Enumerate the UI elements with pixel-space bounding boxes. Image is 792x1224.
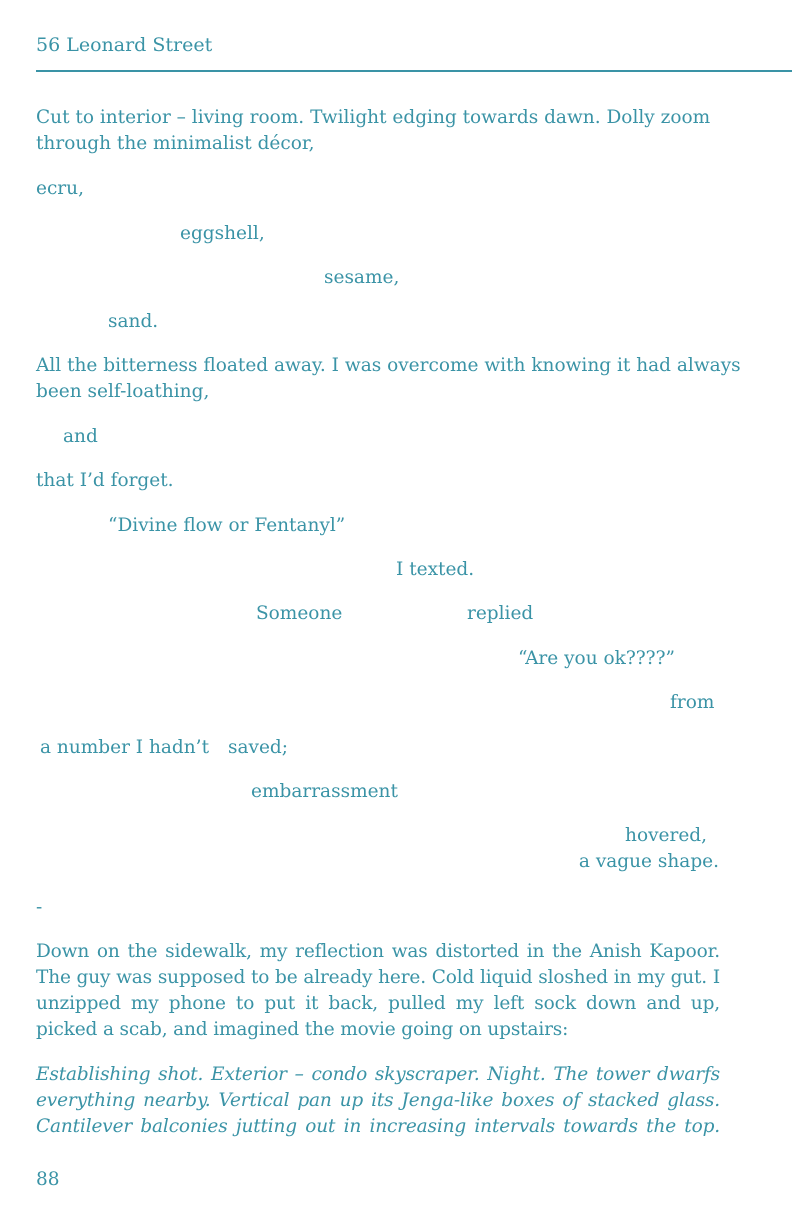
- poem-line-opening-1: Cut to interior – living room. Twilight edging towards dawn. Dolly zoom: [36, 107, 711, 128]
- poem-word-replied: replied: [467, 603, 534, 624]
- poem-word-embarrassment: embarrassment: [251, 781, 398, 802]
- running-head: 56 Leonard Street: [36, 34, 213, 56]
- poem-word-ecru: ecru,: [36, 178, 84, 199]
- poem-word-sesame: sesame,: [324, 267, 400, 288]
- poem-line-number: a number I hadn’t: [40, 737, 210, 758]
- poem-line-are-you-ok: “Are you ok????”: [518, 648, 675, 669]
- section-dash: -: [36, 897, 43, 918]
- prose-sidewalk-paragraph: Down on the sidewalk, my reflection was distorted in the Anish Kapoor. The guy was supposed to be already here. Cold liquid sloshed in my gut. I unzipped my phone to put it back, pulled my left sock down and up, picked a scab, and imagined the movie going on upstairs:: [36, 941, 720, 1040]
- poem-line-forget: that I’d forget.: [36, 470, 174, 491]
- poem-word-and: and: [63, 426, 98, 447]
- poem-word-eggshell: eggshell,: [180, 223, 265, 244]
- poem-word-someone: Someone: [256, 603, 343, 624]
- poem-word-saved: saved;: [228, 737, 288, 758]
- poem-word-hovered: hovered,: [625, 825, 707, 846]
- poem-word-sand: sand.: [108, 311, 159, 332]
- prose-establishing-paragraph: Establishing shot. Exterior – condo skyscraper. Night. The tower dwarfs everything nearby. Vertical pan up its Jenga-like boxes of stacked glass. Cantilever balconies jutting out in increasing intervals towards the top.: [36, 1064, 720, 1137]
- poem-line-texted: I texted.: [396, 559, 475, 580]
- poem-line-divine-flow: “Divine flow or Fentanyl”: [108, 515, 346, 536]
- poem-word-from: from: [670, 692, 715, 713]
- header-rule: [36, 70, 792, 72]
- poem-line-bitterness-2: been self-loathing,: [36, 381, 210, 402]
- poem-line-vague-shape: a vague shape.: [578, 851, 719, 872]
- poem-line-bitterness-1: All the bitterness floated away. I was overcome with knowing it had always: [36, 355, 741, 376]
- poem-line-opening-2: through the minimalist décor,: [36, 133, 315, 154]
- page-number: 88: [36, 1169, 60, 1190]
